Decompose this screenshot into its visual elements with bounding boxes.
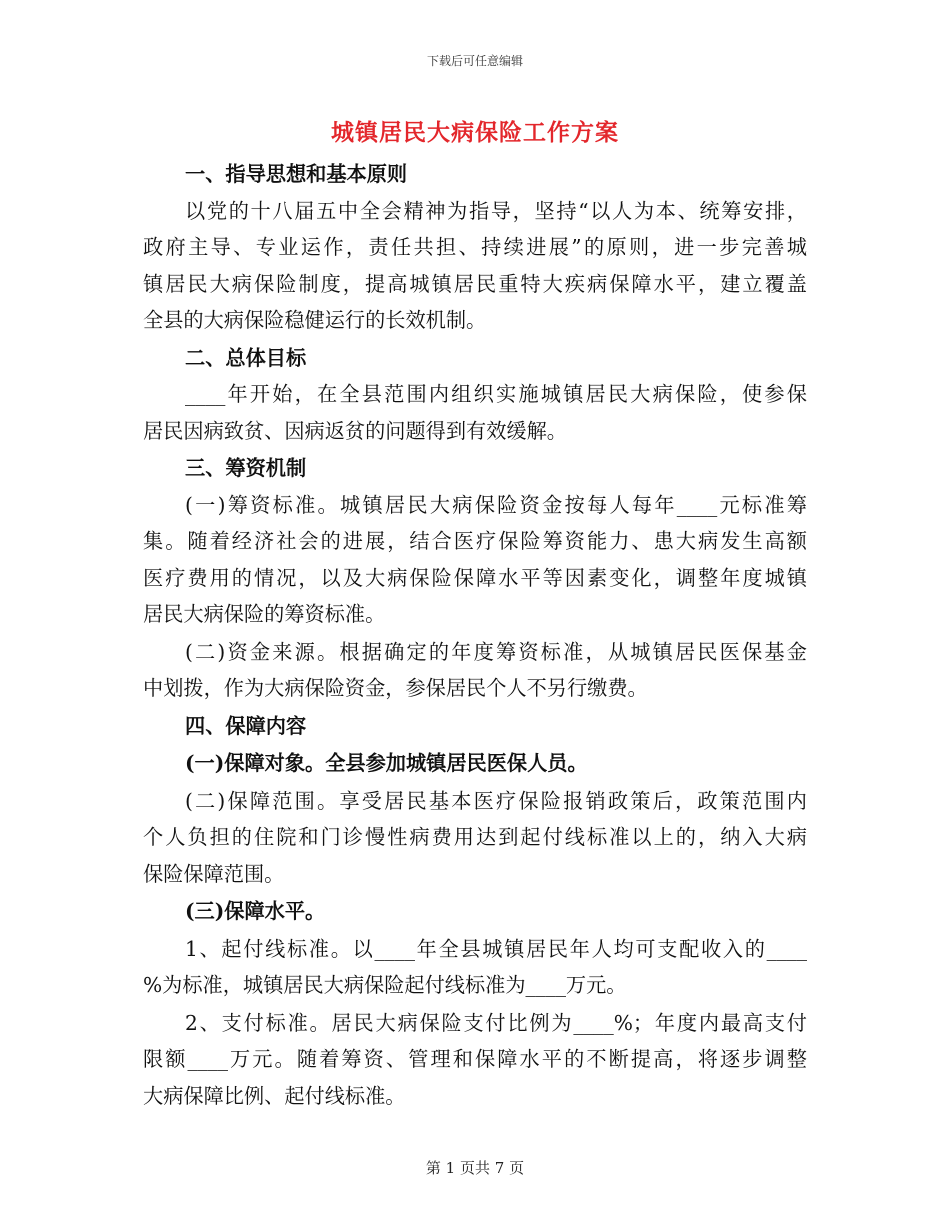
paragraph-line: (一)筹资标准。城镇居民大病保险资金按每人每年____元标准筹: [185, 492, 807, 517]
section-heading-2: 二、总体目标: [185, 345, 307, 370]
section-heading-3: 三、筹资机制: [185, 456, 307, 480]
page-header-note: 下载后可任意编辑: [426, 54, 523, 68]
paragraph-line: 政府主导、专业运作，责任共担、持续进展”的原则，进一步完善城: [143, 235, 807, 259]
document-body: [143, 156, 807, 1114]
paragraph-line: %为标准，城镇居民大病保险起付线标准为____万元。: [143, 973, 627, 997]
paragraph-line: 居民因病致贫、因病返贫的问题得到有效缓解。: [143, 418, 567, 443]
paragraph-line: 限额____万元。随着筹资、管理和保障水平的不断提高，将逐步调整: [143, 1047, 807, 1071]
paragraph-line: 以党的十八届五中全会精神为指导，坚持“以人为本、统筹安排，: [185, 198, 807, 223]
subsection-heading: (一)保障对象。全县参加城镇居民医保人员。: [185, 751, 588, 775]
paragraph-line: 1、起付线标准。以____年全县城镇居民年人均可支配收入的____: [185, 936, 807, 961]
section-heading-1: 一、指导思想和基本原则: [185, 162, 408, 186]
subsection-heading: (三)保障水平。: [185, 899, 326, 923]
paragraph-line: 保险保障范围。: [143, 861, 285, 886]
paragraph-line: (二)保障范围。享受居民基本医疗保险报销政策后，政策范围内: [185, 788, 807, 813]
page-number: 第 1 页共 7 页: [425, 1159, 525, 1177]
paragraph-line: 居民大病保险的筹资标准。: [143, 602, 386, 626]
paragraph-line: 镇居民大病保险制度，提高城镇居民重特大疾病保障水平，建立覆盖: [143, 271, 807, 296]
paragraph-line: (二)资金来源。根据确定的年度筹资标准，从城镇居民医保基金: [185, 639, 807, 664]
paragraph-line: 全县的大病保险稳健运行的长效机制。: [143, 308, 487, 332]
paragraph-line: ____年开始，在全县范围内组织实施城镇居民大病保险，使参保: [185, 382, 807, 406]
paragraph-line: 个人负担的住院和门诊慢性病费用达到起付线标准以上的，纳入大病: [143, 825, 807, 849]
section-heading-4: 四、保障内容: [185, 713, 307, 738]
paragraph-line: 集。随着经济社会的进展，结合医疗保险筹资能力、患大病发生高额: [143, 529, 807, 553]
paragraph-line: 2、支付标准。居民大病保险支付比例为____%；年度内最高支付: [185, 1010, 807, 1035]
paragraph-line: 大病保障比例、起付线标准。: [143, 1083, 406, 1108]
document-title: 城镇居民大病保险工作方案: [331, 119, 619, 146]
paragraph-line: 中划拨，作为大病保险资金，参保居民个人不另行缴费。: [143, 676, 648, 700]
paragraph-line: 医疗费用的情况，以及大病保险保障水平等因素变化，调整年度城镇: [143, 565, 807, 590]
